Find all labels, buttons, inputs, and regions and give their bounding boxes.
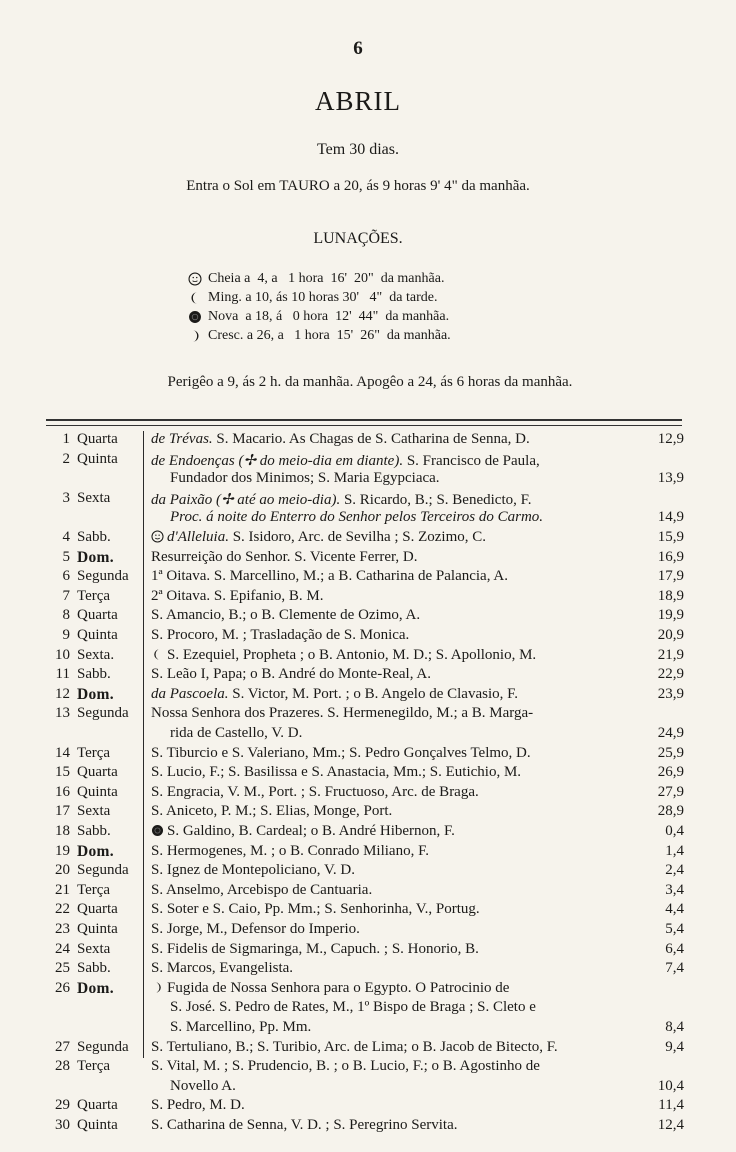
days-count: Tem 30 dias. xyxy=(317,141,399,158)
last-quarter-moon-icon xyxy=(188,291,202,305)
full-moon-icon xyxy=(188,272,202,286)
weekday: Quinta xyxy=(77,783,118,800)
day-number: 30 xyxy=(55,1117,70,1133)
day-number: 12 xyxy=(55,685,70,702)
moon-age: 1,4 xyxy=(665,842,684,859)
moon-age: 20,9 xyxy=(657,627,684,643)
day-number: 3 xyxy=(62,489,70,506)
weekday: Segunda xyxy=(77,1038,129,1055)
moon-age: 0,4 xyxy=(665,823,684,839)
day-number: 28 xyxy=(55,1058,70,1075)
feast-text: S. Fidelis de Sigmaringa, M., Capuch. ; S. Honorio, B. xyxy=(151,940,479,957)
moon-age: 14,9 xyxy=(657,509,684,526)
moon-age: 10,4 xyxy=(657,1077,684,1094)
weekday: Sexta. xyxy=(77,646,115,663)
day-number: 6 xyxy=(62,568,70,585)
weekday: Sabb. xyxy=(77,666,111,683)
moon-age: 13,9 xyxy=(657,470,684,487)
feast-text: S. Tertuliano, B.; S. Turibio, Arc. de Lima; o B. Jacob de Bitecto, F. xyxy=(151,1038,558,1055)
weekday: Segunda xyxy=(77,705,129,722)
feast-text: Proc. á noite do Enterro do Senhor pelos Terceiros do Carmo. xyxy=(170,509,544,526)
moon-age: 23,9 xyxy=(657,685,684,702)
moon-age: 28,9 xyxy=(657,803,684,820)
weekday: Sexta xyxy=(77,803,111,820)
moon-age: 15,9 xyxy=(657,529,684,545)
month-title: ABRIL xyxy=(315,86,401,116)
weekday: Dom. xyxy=(77,685,114,703)
perigee-apogee: Perigêo a 9, ás 2 h. da manhãa. Apogêo a 24, ás 6 horas da manhãa. xyxy=(167,374,573,390)
moon-age: 3,4 xyxy=(665,881,684,898)
double-rule xyxy=(46,419,682,421)
moon-phase-icon xyxy=(151,824,164,837)
moon-age: 5,4 xyxy=(665,921,684,937)
feast-text: S. Tiburcio e S. Valeriano, Mm.; S. Pedro Gonçalves Telmo, D. xyxy=(151,744,531,761)
feast-text: S. Amancio, B.; o B. Clemente de Ozimo, A. xyxy=(151,607,421,624)
moon-phase-icon xyxy=(151,530,164,543)
feast-text: Novello A. xyxy=(170,1077,236,1094)
moon-age: 16,9 xyxy=(657,548,684,565)
feast-text: S. Lucio, F.; S. Basilissa e S. Anastacia, Mm.; S. Eutichio, M. xyxy=(151,764,522,781)
weekday: Terça xyxy=(77,881,111,898)
weekday: Quarta xyxy=(77,1097,118,1114)
feast-text: S. Ignez de Montepoliciano, V. D. xyxy=(151,862,356,879)
day-number: 23 xyxy=(55,921,70,937)
weekday: Dom. xyxy=(77,548,114,566)
weekday: Segunda xyxy=(77,862,129,879)
weekday: Quarta xyxy=(77,431,118,447)
moon-phase-icon xyxy=(151,648,164,661)
moon-age: 17,9 xyxy=(657,568,684,585)
feast-text: S. Pedro, M. D. xyxy=(151,1097,245,1114)
new-moon-icon xyxy=(188,310,202,324)
feast-text: 2ª Oitava. S. Epifanio, B. M. xyxy=(151,587,324,604)
lunation-text: Ming. a 10, ás 10 horas 30' 4" da tarde. xyxy=(208,290,438,305)
feast-text: S. Engracia, V. M., Port. ; S. Fructuoso, Arc. de Braga. xyxy=(151,783,479,800)
feast-text: 1ª Oitava. S. Marcellino, M.; a B. Catharina de Palancia, A. xyxy=(151,568,508,585)
sun-entry: Entra o Sol em TAURO a 20, ás 9 horas 9' 4" da manhãa. xyxy=(186,178,530,194)
feast-text: S. Hermogenes, M. ; o B. Conrado Miliano, F. xyxy=(151,842,429,859)
lunation-text: Cresc. a 26, a 1 hora 15' 26" da manhãa. xyxy=(208,328,451,343)
moon-age: 19,9 xyxy=(657,607,684,624)
moon-age: 8,4 xyxy=(665,1019,684,1035)
moon-age: 18,9 xyxy=(657,587,684,604)
feast-text: de Endoenças (✢ do meio-dia em diante). S. Francisco de Paula, xyxy=(151,452,540,469)
weekday: Quinta xyxy=(77,627,118,643)
day-number: 20 xyxy=(55,862,70,879)
feast-text: S. Aniceto, P. M.; S. Elias, Monge, Port. xyxy=(151,803,393,820)
weekday: Sabb. xyxy=(77,960,111,977)
moon-age: 4,4 xyxy=(665,901,684,918)
weekday: Quarta xyxy=(77,607,118,624)
day-number: 2 xyxy=(62,450,70,467)
weekday: Sabb. xyxy=(77,529,111,545)
day-number: 19 xyxy=(55,842,70,859)
moon-age: 12,4 xyxy=(657,1117,684,1133)
day-number: 24 xyxy=(55,940,70,957)
lunation-text: Nova a 18, á 0 hora 12' 44" da manhãa. xyxy=(208,309,450,324)
day-number: 27 xyxy=(55,1038,70,1055)
feast-text: S. Procoro, M. ; Trasladação de S. Monica. xyxy=(151,627,410,643)
weekday: Sabb. xyxy=(77,823,111,839)
day-number: 25 xyxy=(55,960,70,977)
feast-text: S. Catharina de Senna, V. D. ; S. Peregrino Servita. xyxy=(151,1117,458,1133)
day-number: 18 xyxy=(55,823,70,839)
weekday: Sexta xyxy=(77,940,111,957)
day-number: 1 xyxy=(62,431,70,447)
feast-text: de Trévas. S. Macario. As Chagas de S. Catharina de Senna, D. xyxy=(151,431,530,447)
feast-text: Fugida de Nossa Senhora para o Egypto. O Patrocinio de xyxy=(151,980,639,997)
moon-age: 24,9 xyxy=(657,725,684,741)
day-number: 14 xyxy=(55,744,70,761)
feast-text: S. Vital, M. ; S. Prudencio, B. ; o B. Lucio, F.; o B. Agostinho de xyxy=(151,1058,540,1075)
day-number: 13 xyxy=(55,705,70,722)
day-number: 16 xyxy=(55,783,70,800)
day-number: 29 xyxy=(55,1097,70,1114)
feast-text: S. José. S. Pedro de Rates, M., 1º Bispo de Braga ; S. Cleto e xyxy=(170,999,536,1016)
weekday: Quinta xyxy=(77,450,118,467)
moon-age: 9,4 xyxy=(665,1038,684,1055)
moon-age: 6,4 xyxy=(665,940,684,957)
day-number: 22 xyxy=(55,901,70,918)
feast-text: S. Anselmo, Arcebispo de Cantuaria. xyxy=(151,881,373,898)
moon-age: 25,9 xyxy=(657,744,684,761)
weekday: Segunda xyxy=(77,568,129,585)
weekday: Terça xyxy=(77,587,111,604)
column-divider xyxy=(143,431,144,1058)
moon-age: 22,9 xyxy=(657,666,684,683)
lunation-row xyxy=(188,290,437,306)
lunation-text: Cheia a 4, a 1 hora 16' 20" da manhãa. xyxy=(208,271,445,286)
lunations-title: LUNAÇÕES. xyxy=(313,230,403,247)
moon-age: 7,4 xyxy=(665,960,684,977)
feast-text: S. Jorge, M., Defensor do Imperio. xyxy=(151,921,360,937)
day-number: 21 xyxy=(55,881,70,898)
day-number: 26 xyxy=(55,979,70,996)
day-number: 9 xyxy=(62,627,70,643)
feast-text: d'Alleluia. S. Isidoro, Arc. de Sevilha ; S. Zozimo, C. xyxy=(151,529,639,546)
weekday: Quarta xyxy=(77,901,118,918)
day-number: 5 xyxy=(62,548,70,565)
day-number: 10 xyxy=(55,646,70,663)
first-quarter-moon-icon xyxy=(188,329,202,343)
weekday: Terça xyxy=(77,1058,111,1075)
page-number: 6 xyxy=(353,38,363,59)
feast-text: Fundador dos Minimos; S. Maria Egypciaca. xyxy=(170,470,440,487)
feast-text: Nossa Senhora dos Prazeres. S. Hermenegildo, M.; a B. Marga- xyxy=(151,705,534,722)
weekday: Quarta xyxy=(77,764,118,781)
feast-text: da Paixão (✢ até ao meio-dia). S. Ricardo, B.; S. Benedicto, F. xyxy=(151,491,532,508)
moon-age: 27,9 xyxy=(657,783,684,800)
feast-text: Resurreição do Senhor. S. Vicente Ferrer, D. xyxy=(151,548,418,565)
lunation-row xyxy=(188,328,451,344)
feast-text: rida de Castello, V. D. xyxy=(170,725,303,741)
weekday: Dom. xyxy=(77,842,114,860)
moon-phase-icon xyxy=(151,981,164,994)
weekday: Quinta xyxy=(77,921,118,937)
day-number: 8 xyxy=(62,607,70,624)
feast-text: S. Leão I, Papa; o B. André do Monte-Real, A. xyxy=(151,666,431,683)
feast-text: S. Marcos, Evangelista. xyxy=(151,960,294,977)
weekday: Terça xyxy=(77,744,111,761)
weekday: Dom. xyxy=(77,979,114,997)
day-number: 15 xyxy=(55,764,70,781)
feast-text: S. Soter e S. Caio, Pp. Mm.; S. Senhorinha, V., Portug. xyxy=(151,901,480,918)
day-number: 17 xyxy=(55,803,70,820)
lunation-row xyxy=(188,271,444,287)
weekday: Sexta xyxy=(77,489,111,506)
feast-text: da Pascoela. S. Victor, M. Port. ; o B. Angelo de Clavasio, F. xyxy=(151,685,519,702)
moon-age: 11,4 xyxy=(658,1097,684,1114)
lunation-row xyxy=(188,309,449,325)
day-number: 7 xyxy=(62,587,70,604)
double-rule-inner xyxy=(46,425,682,426)
feast-text: S. Galdino, B. Cardeal; o B. André Hibernon, F. xyxy=(151,823,639,840)
moon-age: 12,9 xyxy=(657,431,684,447)
weekday: Quinta xyxy=(77,1117,118,1133)
moon-age: 26,9 xyxy=(657,764,684,781)
moon-age: 21,9 xyxy=(657,646,684,663)
day-number: 4 xyxy=(62,529,70,545)
day-number: 11 xyxy=(55,666,70,683)
feast-text: S. Marcellino, Pp. Mm. xyxy=(170,1019,312,1035)
moon-age: 2,4 xyxy=(665,862,684,879)
feast-text: S. Ezequiel, Propheta ; o B. Antonio, M. D.; S. Apollonio, M. xyxy=(151,647,639,664)
